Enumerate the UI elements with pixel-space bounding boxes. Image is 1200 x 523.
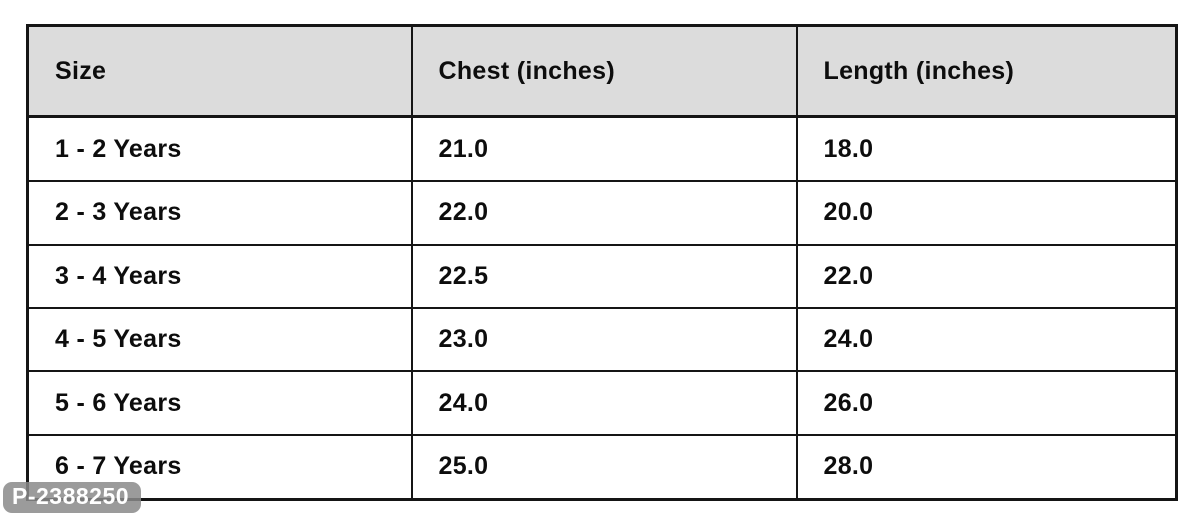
table-cell: 28.0	[797, 435, 1177, 500]
column-header-size: Size	[28, 26, 412, 117]
table-header-row	[28, 26, 1177, 117]
table-cell: 4 - 5 Years	[28, 308, 412, 371]
size-chart-table	[26, 24, 1178, 501]
table-cell: 22.0	[412, 181, 797, 244]
table-cell: 23.0	[412, 308, 797, 371]
table-cell: 25.0	[412, 435, 797, 500]
column-header-chest-inches: Chest (inches)	[412, 26, 797, 117]
table-cell: 24.0	[797, 308, 1177, 371]
table-cell: 2 - 3 Years	[28, 181, 412, 244]
table-cell: 22.0	[797, 245, 1177, 308]
table-row	[28, 308, 1177, 371]
table-cell: 24.0	[412, 371, 797, 434]
table-body	[28, 117, 1177, 500]
table-row	[28, 371, 1177, 434]
table-cell: 20.0	[797, 181, 1177, 244]
table-row	[28, 435, 1177, 500]
table-cell: 1 - 2 Years	[28, 117, 412, 182]
watermark-badge: P-2388250	[3, 482, 141, 513]
table-cell: 6 - 7 Years	[28, 435, 412, 500]
table-cell: 22.5	[412, 245, 797, 308]
table-cell: 3 - 4 Years	[28, 245, 412, 308]
table-row	[28, 117, 1177, 182]
table-cell: 26.0	[797, 371, 1177, 434]
table-cell: 5 - 6 Years	[28, 371, 412, 434]
column-header-length-inches: Length (inches)	[797, 26, 1177, 117]
table-row	[28, 181, 1177, 244]
table-cell: 18.0	[797, 117, 1177, 182]
table-cell: 21.0	[412, 117, 797, 182]
table-row	[28, 245, 1177, 308]
